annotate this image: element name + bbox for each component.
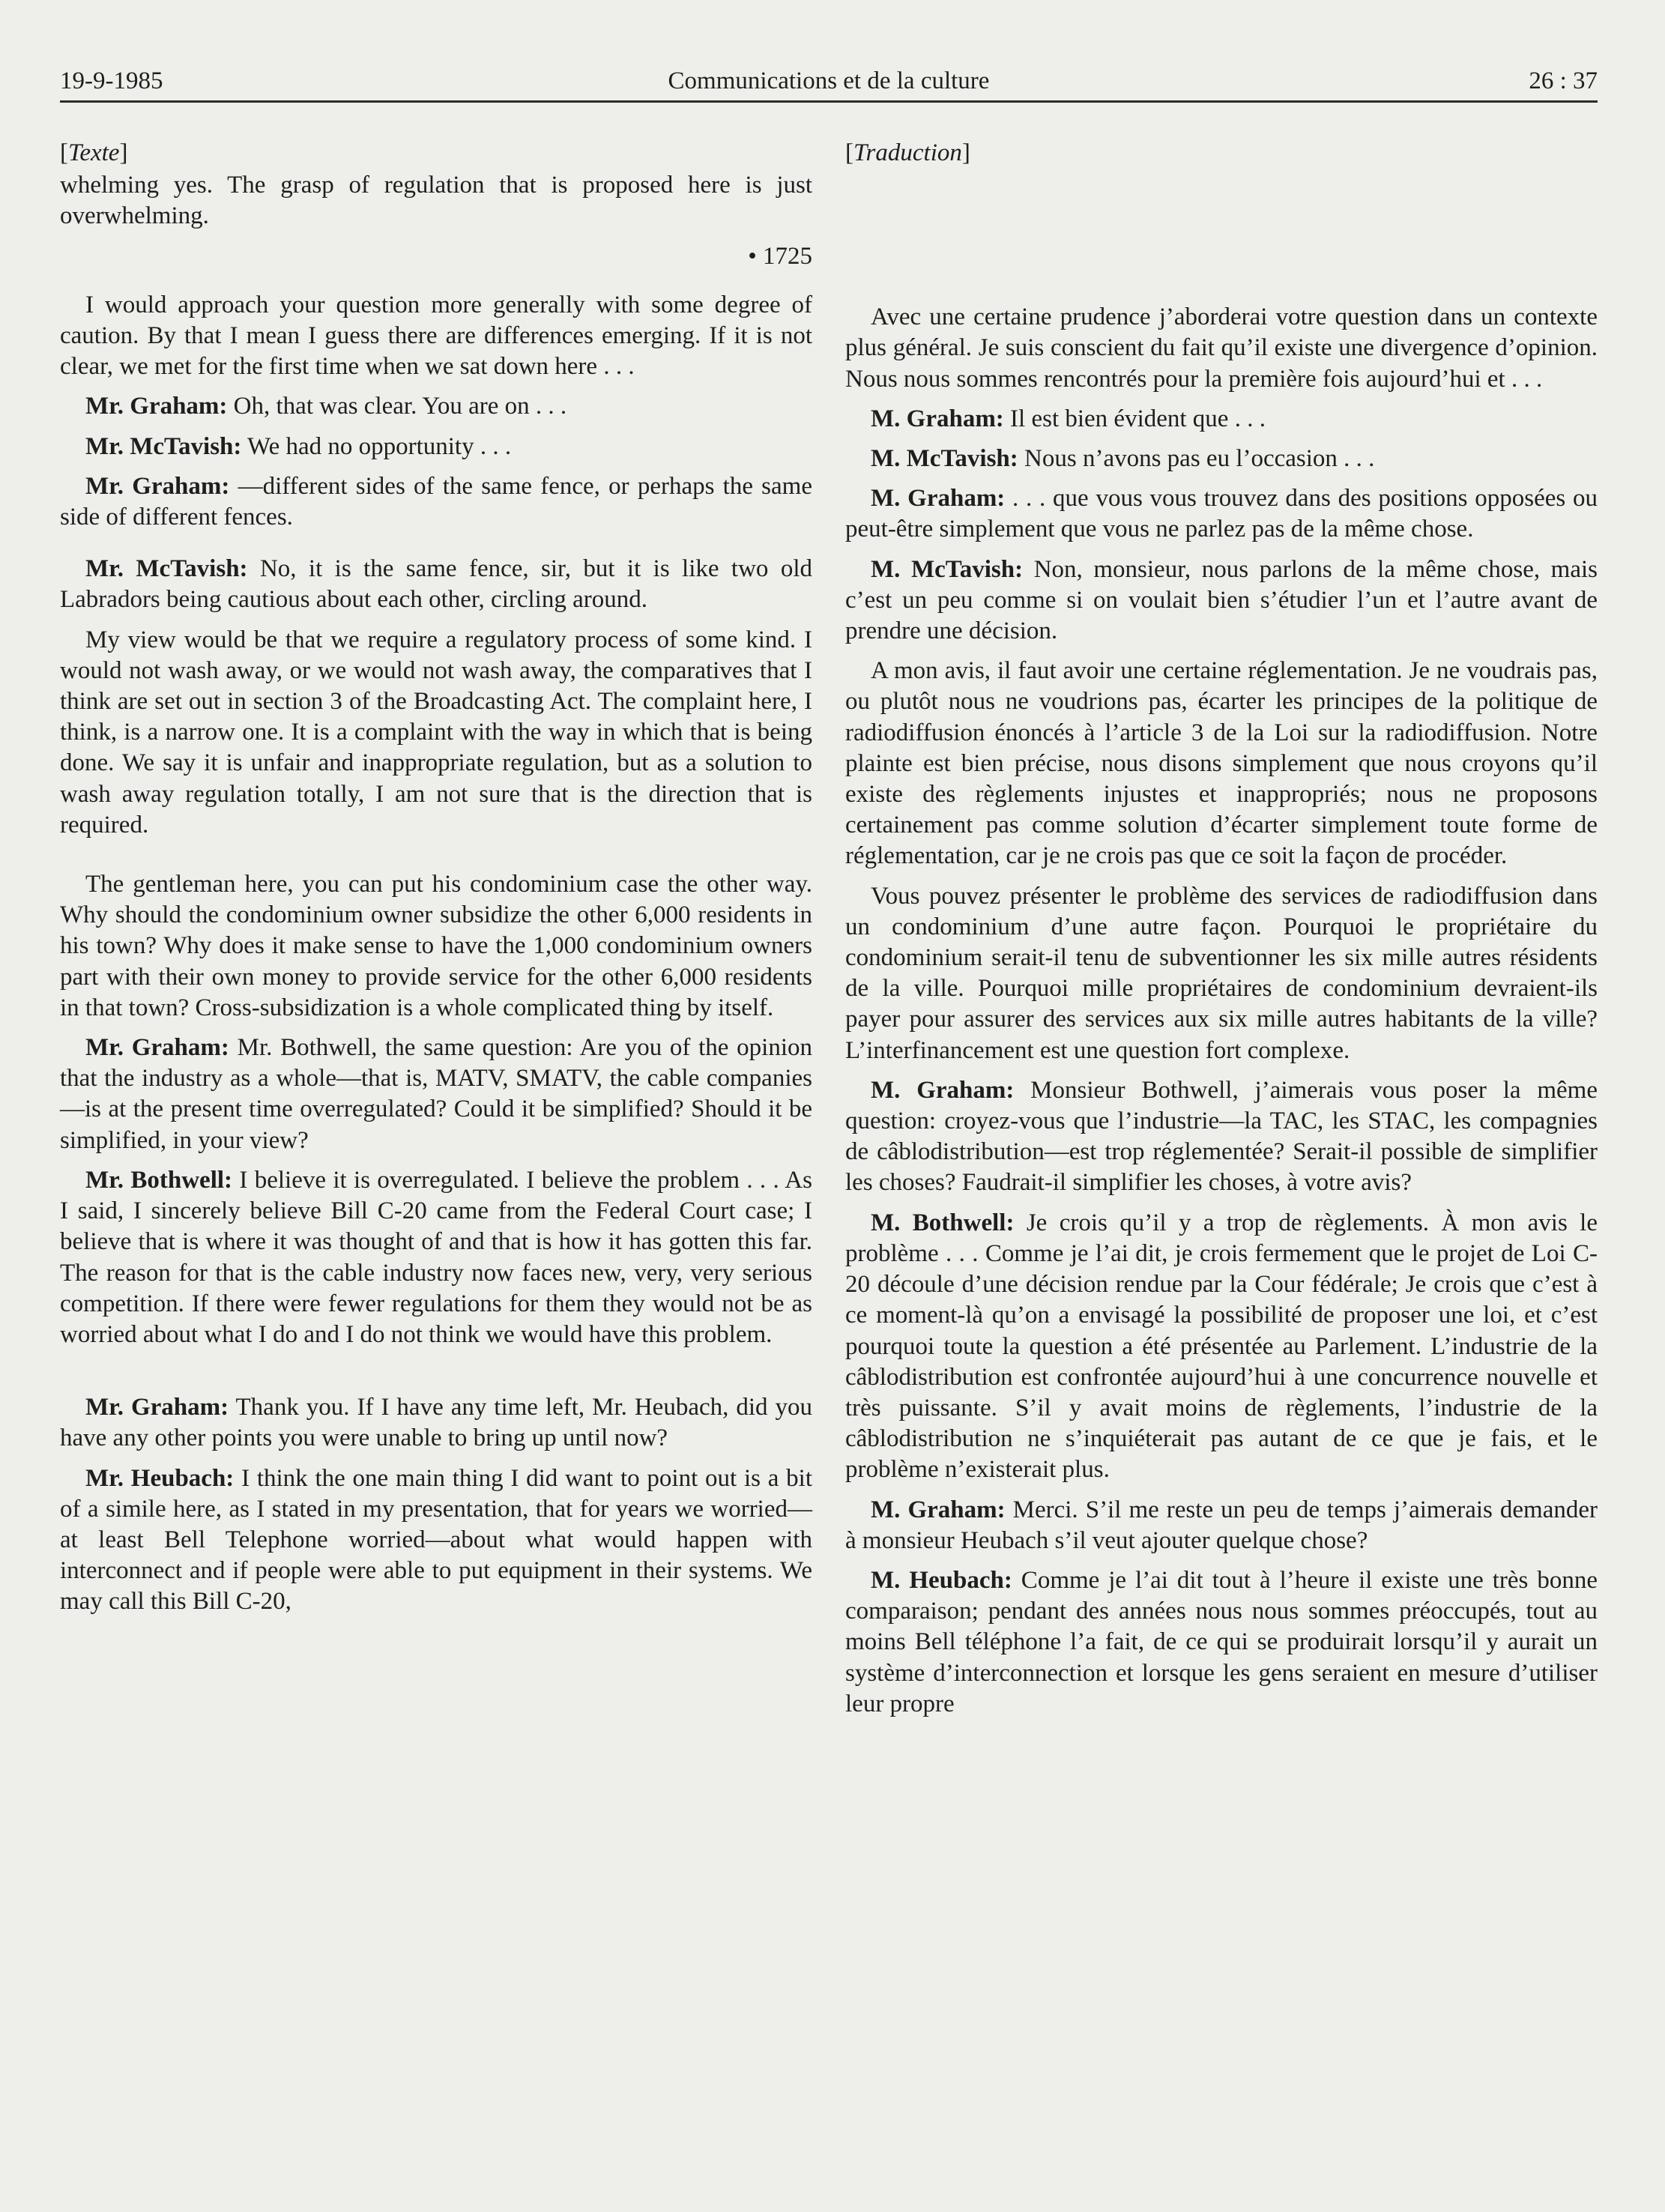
paragraph: A mon avis, il faut avoir une certaine réglementation. Je ne voudrais pas, ou plutôt nous ne voudrions pas, écarter les principes de la politique de radiodiffusion énoncés à l’article 3 de la Loi sur la radiodiffusion. Notre plainte est bien précise, nous disons simplement que nous croyons qu’il existe des règlements injustes et inappropriés; nous ne proposons certainement pas comme solution d’écarter simplement toute forme de réglementation, car je ne crois pas que ce soit la façon de procéder. — [845, 657, 1598, 870]
paragraph: Vous pouvez présenter le problème des services de radiodiffusion dans un condominium d’une autre façon. Pourquoi le propriétaire du condominium serait-il tenu de subventionner les six mille autres résidents de la ville. Pourquoi mille propriétaires de condominium devraient-ils payer pour assurer des services aux six mille autres habitants de la ville? L’interfinancement est une question fort complexe. — [845, 882, 1598, 1064]
speech-heubach: M. Heubach: Comme je l’ai dit tout à l’heure il existe une très bonne comparaison; pendant des années nous nous sommes préoccupés, tout au moins Bell téléphone l’a fait, de ce qui se produirait lorsqu’il y aurait un système d’interconnection et lorsque les gens seraient en mesure d’utiliser leur propre — [845, 1566, 1598, 1717]
paragraph: Avec une certaine prudence j’aborderai votre question dans un contexte plus général. Je suis conscient du fait qu’il existe une divergence d’opinion. Nous nous sommes rencontrés pour la première fois aujourd’hui et . . . — [845, 303, 1598, 393]
paragraph: The gentleman here, you can put his condominium case the other way. Why should the condominium owner subsidize the other 6,000 residents in his town? Why does it make sense to have the 1,000 condominium owners part with their own money to provide service for the other 6,000 residents in that town? Cross-subsidization is a whole complicated thing by itself. — [60, 871, 812, 1021]
speech-graham: Mr. Graham: —different sides of the same fence, or perhaps the same side of different fences. — [60, 472, 812, 531]
header-rule — [60, 100, 1598, 103]
speech-mctavish: Mr. McTavish: We had no opportunity . . . — [85, 432, 512, 460]
header-date: 19-9-1985 — [60, 67, 163, 94]
french-column — [845, 138, 1598, 1729]
header-title: Communications et de la culture — [668, 67, 990, 94]
speaker-name: Mr. McTavish: — [85, 555, 248, 583]
english-column-label: [Texte] — [60, 139, 128, 166]
speech-graham: Mr. Graham: Oh, that was clear. You are on . . . — [85, 393, 567, 420]
speech-bothwell: M. Bothwell: Je crois qu’il y a trop de règlements. À mon avis le problème . . . Comme je l’ai dit, je crois fermement que le projet de Loi C-20 découle d’une décision rendue par la Cour fédérale; Je crois que c’est à ce moment-là qu’on a envisagé la possibilité de proposer une loi, et c’est pourquoi toute la question a été présentée au Parlement. L’industrie de la câblodistribution est confrontée aujourd’hui à une concurrence nouvelle et très puissante. S’il y avait moins de règlements, l’industrie de la câblodistribution ne s’inquiéterait pas autant de ce que je fais, et le problème n’existerait plus. — [845, 1209, 1598, 1484]
speaker-name: Mr. Heubach: — [85, 1464, 235, 1492]
speaker-name: M. Graham: — [871, 405, 1004, 432]
speaker-name: M. McTavish: — [871, 445, 1018, 473]
speaker-name: M. McTavish: — [871, 555, 1024, 583]
speaker-name: Mr. Graham: — [85, 1034, 229, 1062]
speaker-name: M. Graham: — [871, 485, 1006, 513]
speech-mctavish: Mr. McTavish: No, it is the same fence, sir, but it is like two old Labradors being cautious about each other, circling around. — [60, 555, 812, 614]
speech-graham: M. Graham: Monsieur Bothwell, j’aimerais vous poser la même question: croyez-vous que l’industrie—la TAC, les STAC, les compagnies de câblodistribution—est trop réglementée? Serait-il possible de simplifier les choses? Faudrait-il simplifier les choses, à votre avis? — [845, 1076, 1598, 1197]
speech-mctavish: M. McTavish: Nous n’avons pas eu l’occasion . . . — [871, 445, 1375, 473]
speaker-name: Mr. Bothwell: — [85, 1166, 233, 1194]
speaker-name: Mr. Graham: — [85, 472, 230, 500]
speech-heubach: Mr. Heubach: I think the one main thing I did want to point out is a bit of a simile here, as I stated in my presentation, that for years we worried—at least Bell Telephone worried—about what would happen with interconnect and if people were able to put equipment in their systems. We may call this Bill C-20, — [60, 1464, 812, 1616]
speech-mctavish: M. McTavish: Non, monsieur, nous parlons de la même chose, mais c’est un peu comme si on voulait bien s’étudier l’un et l’autre avant de prendre une décision. — [845, 555, 1598, 645]
speech-graham: M. Graham: Il est bien évident que . . . — [871, 405, 1266, 432]
speech-graham: M. Graham: Merci. S’il me reste un peu de temps j’aimerais demander à monsieur Heubach s’il veut ajouter quelque chose? — [845, 1496, 1598, 1554]
speaker-name: M. Bothwell: — [871, 1209, 1015, 1236]
header-page-number: 26 : 37 — [1529, 67, 1598, 94]
timestamp: • 1725 — [748, 242, 812, 270]
speech-bothwell: Mr. Bothwell: I believe it is overregulated. I believe the problem . . . As I said, I sincerely believe Bill C-20 came from the Federal Court case; I believe that is where it was thought of and that is how it has gotten this far. The reason for that is the cable industry now faces new, very, very serious competition. If there were fewer regulations for them they would not be as worried about what I do and I do not think we would have this problem. — [60, 1166, 812, 1348]
speaker-name: M. Graham: — [871, 1496, 1006, 1523]
speaker-name: M. Heubach: — [871, 1566, 1012, 1594]
paragraph: My view would be that we require a regulatory process of some kind. I would not wash away, or we would not wash away, the comparatives that I think are set out in section 3 of the Broadcasting Act. The complaint here, I think, is a narrow one. It is a complaint with the way in which that is being done. We say it is unfair and inappropriate regulation, but as a solution to wash away regulation totally, I am not sure that is the direction that is required. — [60, 626, 812, 838]
paragraph: whelming yes. The grasp of regulation that is proposed here is just overwhelming. — [60, 172, 812, 230]
speech-graham: Mr. Graham: Mr. Bothwell, the same question: Are you of the opinion that the industry as a whole—that is, MATV, SMATV, the cable companies—is at the present time overregulated? Could it be simplified? Should it be simplified, in your view? — [60, 1034, 812, 1154]
speaker-name: Mr. Graham: — [85, 1394, 229, 1421]
speech-graham: M. Graham: . . . que vous vous trouvez dans des positions opposées ou peut-être simplement que vous ne parlez pas de la même chose. — [845, 485, 1598, 543]
speaker-name: Mr. Graham: — [85, 393, 228, 420]
speaker-name: M. Graham: — [871, 1076, 1015, 1104]
paragraph: I would approach your question more generally with some degree of caution. By that I mean I guess there are differences emerging. If it is not clear, we met for the first time when we sat down here . . . — [60, 291, 812, 381]
english-column — [60, 138, 812, 1627]
speech-graham: Mr. Graham: Thank you. If I have any time left, Mr. Heubach, did you have any other points you were unable to bring up until now? — [60, 1394, 812, 1452]
speaker-name: Mr. McTavish: — [85, 432, 242, 460]
page-header — [60, 66, 1598, 103]
french-column-label: [Traduction] — [845, 139, 970, 166]
